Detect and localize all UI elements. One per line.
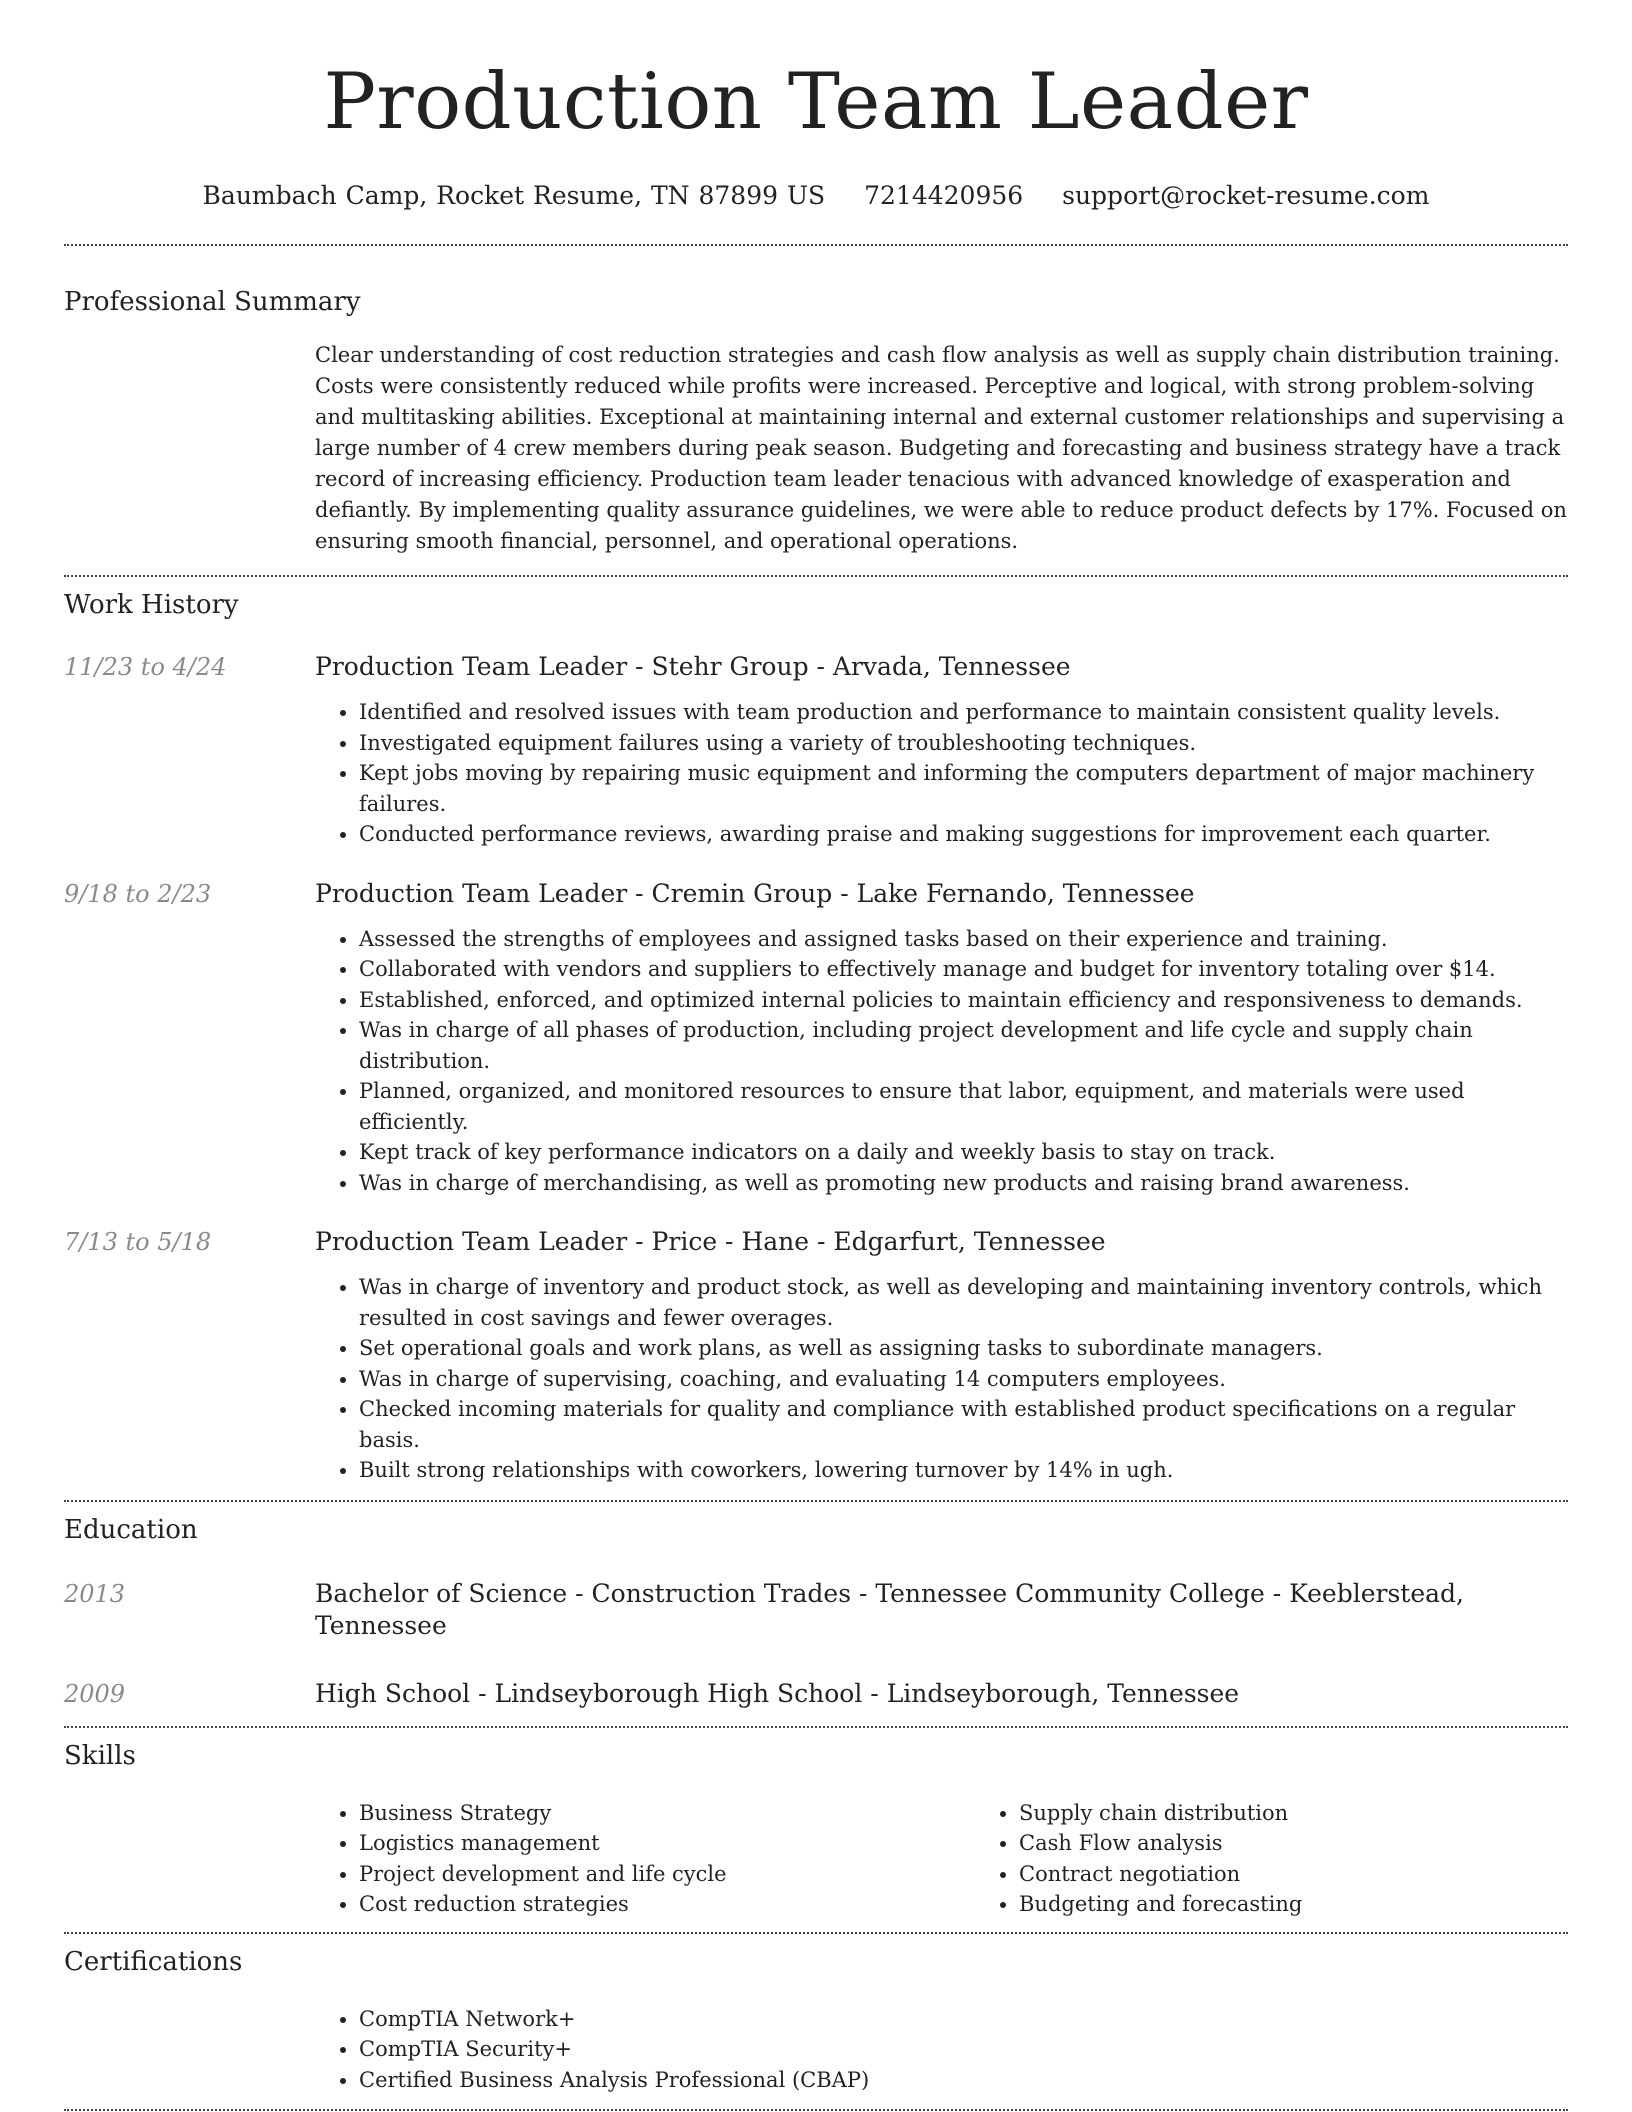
skill-item: • Contract negotiation [1019,1859,1632,1890]
job-bullet: • Established, enforced, and optimized internal policies to maintain efficiency and responsiveness to demands. [359,985,1568,1016]
education-year: 2013 [64,1579,126,1608]
contact-phone: 7214420956 [864,181,1024,210]
skill-item: • Cost reduction strategies [359,1889,975,1920]
job-bullet: • Investigated equipment failures using a variety of troubleshooting techniques. [359,728,1568,759]
job-entry [64,1226,1568,1486]
job-bullets [315,924,1568,1199]
section-title-education: Education [64,1514,198,1545]
job-dates: 7/13 to 5/18 [64,1228,212,1256]
job-bullet: • Was in charge of all phases of production, including project development and life cycle and supply chain distribution. [359,1015,1568,1076]
section-title-summary: Professional Summary [64,287,361,317]
job-bullet: • Kept jobs moving by repairing music equipment and informing the computers department of major machinery failures. [359,758,1568,819]
section-title-work: Work History [64,590,239,620]
certification-item: • CompTIA Security+ [359,2034,1568,2065]
skills-list-right [975,1798,1632,1920]
job-bullet: • Planned, organized, and monitored resources to ensure that labor, equipment, and materials were used efficiently. [359,1076,1568,1137]
job-bullet: • Kept track of key performance indicators on a daily and weekly basis to stay on track. [359,1137,1568,1168]
job-bullet: • Conducted performance reviews, awarding praise and making suggestions for improvement each quarter. [359,819,1568,850]
contact-line [64,180,1568,212]
skills-section [64,1728,1568,1920]
education-section [64,1502,1568,1726]
resume-name: Production Team Leader [323,57,1309,147]
job-bullet: • Checked incoming materials for quality and compliance with established product specifications on a regular basis. [359,1394,1568,1455]
job-bullet: • Was in charge of merchandising, as well as promoting new products and raising brand awareness. [359,1168,1568,1199]
job-bullet: • Identified and resolved issues with team production and performance to maintain consistent quality levels. [359,697,1568,728]
job-bullet: • Set operational goals and work plans, as well as assigning tasks to subordinate managers. [359,1333,1568,1364]
job-dates: 11/23 to 4/24 [64,653,227,681]
skill-item: • Logistics management [359,1828,975,1859]
certification-item: • Certified Business Analysis Professional (CBAP) [359,2065,1568,2096]
job-bullet: • Was in charge of supervising, coaching, and evaluating 14 computers employees. [359,1364,1568,1395]
section-title-certifications: Certifications [64,1946,243,1977]
job-title: Production Team Leader - Stehr Group - Arvada, Tennessee [315,652,1071,681]
certification-item: • CompTIA Network+ [359,2004,1568,2035]
job-bullet: • Assessed the strengths of employees and assigned tasks based on their experience and training. [359,924,1568,955]
skills-list-left [315,1798,975,1920]
job-title: Production Team Leader - Price - Hane - Edgarfurt, Tennessee [315,1227,1106,1256]
job-title: Production Team Leader - Cremin Group - Lake Fernando, Tennessee [315,878,1195,908]
certifications-section [64,1934,1568,2096]
skill-item: • Cash Flow analysis [1019,1828,1632,1859]
education-entry [64,1578,1568,1642]
resume-header [64,0,1568,212]
summary-section [64,246,1568,557]
job-bullets [315,1272,1568,1486]
job-bullet: • Was in charge of inventory and product stock, as well as developing and maintaining inventory controls, which resulted in cost savings and fewer overages. [359,1272,1568,1333]
job-entry [64,651,1568,850]
skill-item: • Project development and life cycle [359,1859,975,1890]
job-entry [64,878,1568,1199]
job-bullets [315,697,1568,850]
skill-item: • Supply chain distribution [1019,1798,1632,1829]
job-dates: 9/18 to 2/23 [64,879,212,908]
skill-item: • Business Strategy [359,1798,975,1829]
education-year: 2009 [64,1679,126,1708]
job-bullet: • Built strong relationships with coworkers, lowering turnover by 14% in ugh. [359,1455,1568,1486]
summary-text: Clear understanding of cost reduction strategies and cash flow analysis as well as supply chain distribution training. Costs were consistently reduced while profits were increased. Perceptive and logical, with strong problem-solving and multitasking abilities. Exceptional at maintaining internal and external customer relationships and supervising a large number of 4 crew members during peak season. Budgeting and forecasting and business strategy have a track record of increasing efficiency. Production team leader tenacious with advanced knowledge of exasperation and defiantly. By implementing quality assurance guidelines, we were able to reduce product defects by 17%. Focused on ensuring smooth financial, personnel, and operational operations. [315,343,1567,553]
contact-address: Baumbach Camp, Rocket Resume, TN 87899 US [202,181,826,210]
section-divider [64,2109,1568,2111]
education-entry [64,1678,1568,1710]
skill-item: • Budgeting and forecasting [1019,1889,1632,1920]
job-bullet: • Collaborated with vendors and suppliers to effectively manage and budget for inventory totaling over $14. [359,954,1568,985]
work-history-section [64,577,1568,1486]
education-title: Bachelor of Science - Construction Trades - Tennessee Community College - Keeblerstead, Tennessee [315,1578,1464,1640]
section-title-skills: Skills [64,1740,136,1771]
contact-email: support@rocket-resume.com [1062,181,1430,210]
certifications-list [315,2004,1568,2096]
education-title: High School - Lindseyborough High School - Lindseyborough, Tennessee [315,1678,1240,1708]
